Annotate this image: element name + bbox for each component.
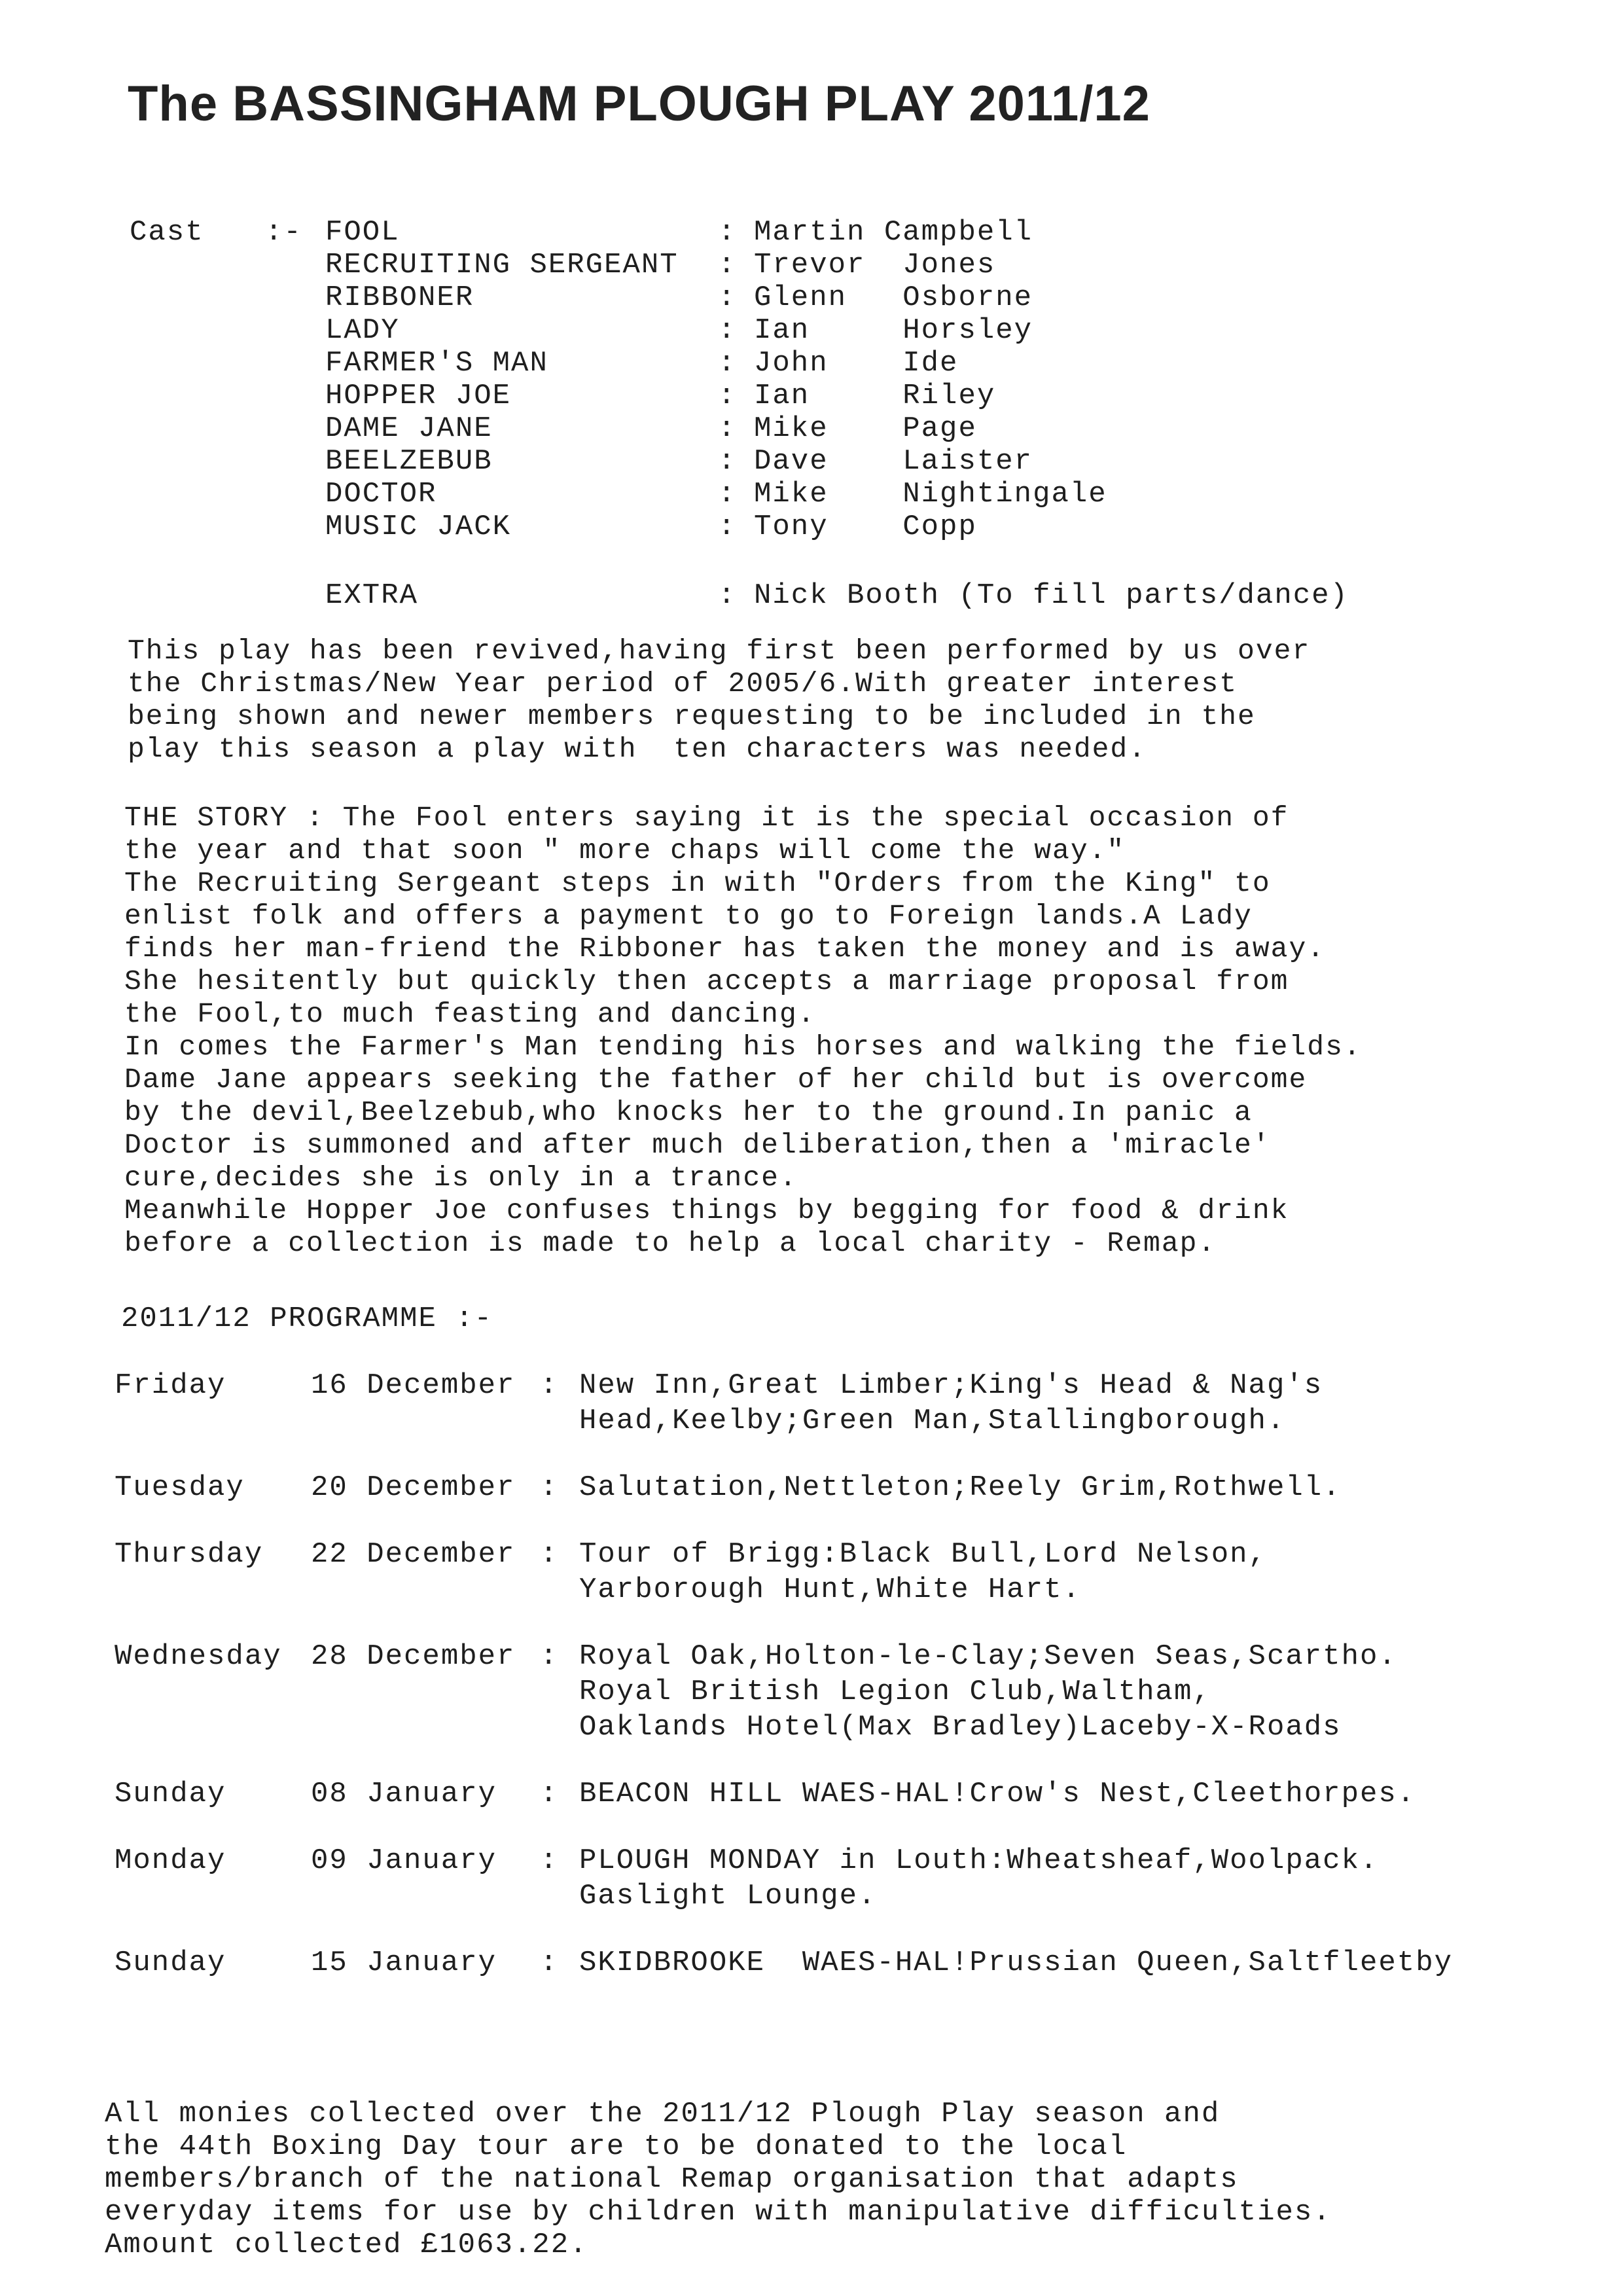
cast-row	[325, 347, 1107, 380]
programme-day: Friday	[115, 1369, 226, 1402]
cast-colon: :	[718, 511, 737, 543]
programme-venue: New Inn,Great Limber;King's Head & Nag's Head,Keelby;Green Man,Stallingborough.	[579, 1369, 1323, 1437]
cast-row	[325, 445, 1107, 478]
cast-actor: Ian Horsley	[754, 314, 1033, 347]
programme-day: Sunday	[115, 1946, 226, 1979]
cast-colon: :	[718, 314, 737, 347]
programme-day: Wednesday	[115, 1640, 282, 1673]
cast-colon: :	[718, 249, 737, 281]
cast-row	[325, 511, 1107, 543]
programme-venue: Tour of Brigg:Black Bull,Lord Nelson, Yarborough Hunt,White Hart.	[579, 1538, 1267, 1606]
cast-actor: Tony Copp	[754, 511, 977, 543]
programme-colon: :	[540, 1538, 559, 1571]
cast-actor: Glenn Osborne	[754, 281, 1033, 314]
intro-paragraph: This play has been revived,having first been performed by us over the Christmas/New Year period of 2005/6.With greater interest being shown and newer members requesting to be included in the play this season a play with ten characters was needed.	[128, 635, 1311, 765]
cast-actor: Mike Nightingale	[754, 478, 1107, 511]
programme-row	[115, 1368, 1554, 1439]
programme-day: Thursday	[115, 1538, 264, 1571]
programme-date: 22 December	[311, 1538, 516, 1571]
programme-day: Tuesday	[115, 1471, 245, 1504]
cast-actor: Trevor Jones	[754, 249, 996, 281]
cast-row	[325, 380, 1107, 412]
cast-role: FOOL	[325, 216, 400, 249]
cast-role: DAME JANE	[325, 412, 493, 445]
cast-role: RECRUITING SERGEANT	[325, 249, 679, 281]
programme-row	[115, 1639, 1554, 1745]
cast-row	[325, 216, 1107, 249]
programme-colon: :	[540, 1778, 559, 1810]
cast-actor: John Ide	[754, 347, 959, 380]
cast-actor: Mike Page	[754, 412, 977, 445]
programme-date: 16 December	[311, 1369, 516, 1402]
programme-colon: :	[540, 1946, 559, 1979]
programme-date: 08 January	[311, 1778, 497, 1810]
cast-colon: :	[718, 347, 737, 380]
programme-row	[115, 1776, 1554, 1812]
programme-row	[115, 1843, 1554, 1914]
cast-extra-actor: Nick Booth (To fill parts/dance)	[754, 579, 1349, 612]
programme-row	[115, 1945, 1554, 1981]
cast-row	[325, 314, 1107, 347]
cast-row	[325, 249, 1107, 281]
programme-venue: BEACON HILL WAES-HAL!Crow's Nest,Cleethorpes.	[579, 1778, 1416, 1810]
programme-day: Monday	[115, 1844, 226, 1877]
cast-colon: :	[718, 579, 737, 612]
cast-extra-role: EXTRA	[325, 579, 419, 612]
cast-actor: Martin Campbell	[754, 216, 1033, 249]
cast-role: HOPPER JOE	[325, 380, 512, 412]
programme-list	[115, 1368, 1554, 2012]
programme-heading: 2011/12 PROGRAMME :-	[121, 1302, 493, 1335]
cast-colon: :	[718, 216, 737, 249]
programme-date: 09 January	[311, 1844, 497, 1877]
cast-row	[325, 478, 1107, 511]
programme-venue: PLOUGH MONDAY in Louth:Wheatsheaf,Woolpack. Gaslight Lounge.	[579, 1844, 1379, 1912]
cast-list	[325, 216, 1107, 543]
cast-row	[325, 412, 1107, 445]
page-title: The BASSINGHAM PLOUGH PLAY 2011/12	[128, 76, 1150, 132]
programme-colon: :	[540, 1640, 559, 1673]
cast-colon: :	[718, 478, 737, 511]
programme-row	[115, 1537, 1554, 1607]
cast-extra-row	[325, 579, 1349, 612]
cast-colon: :	[718, 412, 737, 445]
programme-venue: Royal Oak,Holton-le-Clay;Seven Seas,Scartho. Royal British Legion Club,Waltham, Oaklands Hotel(Max Bradley)Laceby-X-Roads	[579, 1640, 1397, 1744]
story-paragraph: THE STORY : The Fool enters saying it is the special occasion of the year and that soon " more chaps will come the way." The Recruiting Sergeant steps in with "Orders from the King" to enlist folk and offers a payment to go to Foreign lands.A Lady finds her man-friend the Ribboner has taken the money and is away. She hesitently but quickly then accepts a marriage proposal from the Fool,to much feasting and dancing. In comes the Farmer's Man tending his horses and walking the fields. Dame Jane appears seeking the father of her child but is overcome by the devil,Beelzebub,who knocks her to the ground.In panic a Doctor is summoned and after much deliberation,then a 'miracle' cure,decides she is only in a trance. Meanwhile Hopper Joe confuses things by begging for food & drink before a collection is made to help a local charity - Remap.	[124, 802, 1362, 1259]
programme-date: 28 December	[311, 1640, 516, 1673]
programme-day: Sunday	[115, 1778, 226, 1810]
cast-colon: :	[718, 380, 737, 412]
cast-colon: :	[718, 281, 737, 314]
cast-role: MUSIC JACK	[325, 511, 512, 543]
programme-colon: :	[540, 1369, 559, 1402]
cast-role: LADY	[325, 314, 400, 347]
cast-role: DOCTOR	[325, 478, 437, 511]
cast-role: RIBBONER	[325, 281, 474, 314]
cast-row	[325, 281, 1107, 314]
programme-row	[115, 1470, 1554, 1505]
programme-colon: :	[540, 1844, 559, 1877]
footer-note: All monies collected over the 2011/12 Plough Play season and the 44th Boxing Day tour are to be donated to the local members/branch of the national Remap organisation that adapts everyday items for use by children with manipulative difficulties. Amount collected £1063.22.	[105, 2098, 1332, 2261]
programme-venue: SKIDBROOKE WAES-HAL!Prussian Queen,Saltfleetby	[579, 1946, 1454, 1979]
cast-role: BEELZEBUB	[325, 445, 493, 478]
cast-actor: Dave Laister	[754, 445, 1033, 478]
programme-colon: :	[540, 1471, 559, 1504]
cast-separator: :-	[265, 216, 302, 249]
programme-venue: Salutation,Nettleton;Reely Grim,Rothwell.	[579, 1471, 1342, 1504]
programme-date: 15 January	[311, 1946, 497, 1979]
cast-actor: Ian Riley	[754, 380, 996, 412]
programme-date: 20 December	[311, 1471, 516, 1504]
cast-label: Cast	[130, 216, 204, 249]
cast-colon: :	[718, 445, 737, 478]
cast-role: FARMER'S MAN	[325, 347, 548, 380]
